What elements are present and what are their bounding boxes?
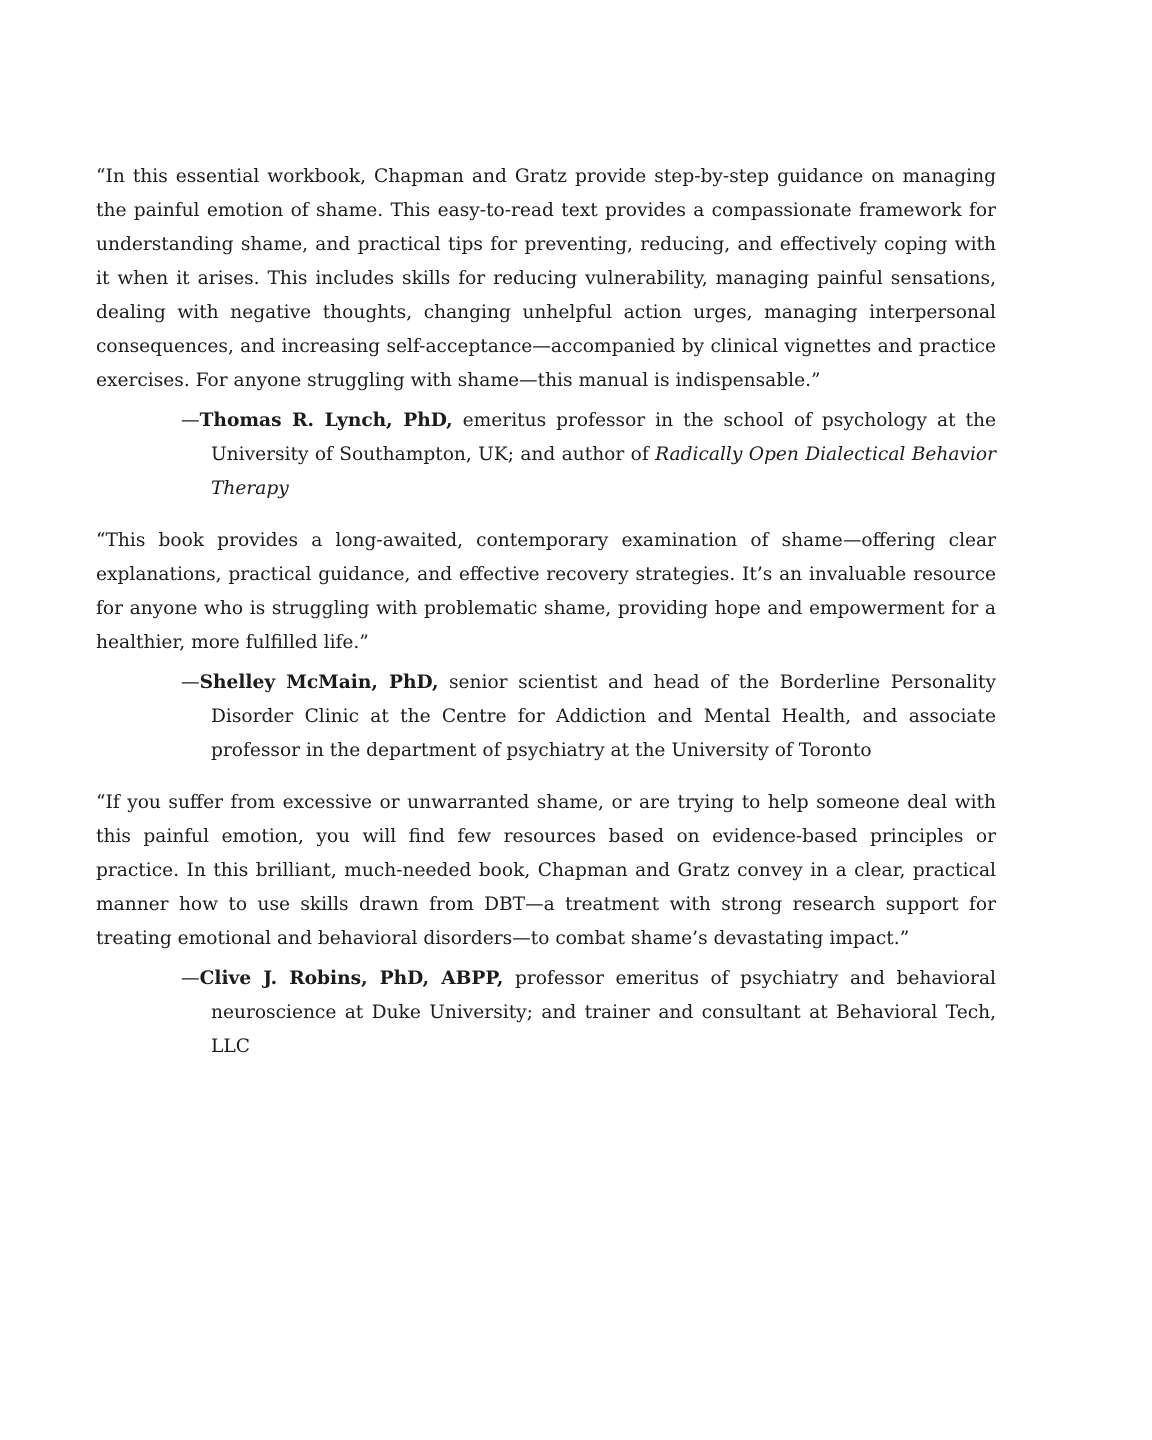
endorsement-quote: “If you suffer from excessive or unwarranted shame, or are trying to help someone deal with this painful emotion, you will find few resources based on evidence-based principles or practice. In this brilliant, much-needed book, Chapman and Gratz convey in a clear, practical manner how to use skills drawn from DBT—a treatment with strong research support for treating emotional and behavioral disorders—to combat shame’s devastating impact.” (96, 792, 996, 949)
endorser-affiliation: senior scientist and head of the Borderline Personality Disorder Clinic at the Centre for Addiction and Mental Health, and associate professor in the department of psychiatry at the University of Toronto (211, 672, 996, 761)
endorser-affiliation: professor emeritus of psychiatry and behavioral neuroscience at Duke University; and trainer and consultant at Behavioral Tech, LLC (211, 968, 996, 1057)
endorsement-attribution (181, 404, 996, 506)
em-dash: — (181, 968, 200, 989)
endorser-name: Clive J. Robins, PhD, ABPP, (199, 968, 504, 989)
endorsement-quote: “This book provides a long-awaited, contemporary examination of shame—offering clear explanations, practical guidance, and effective recovery strategies. It’s an invaluable resource for anyone who is struggling with problematic shame, providing hope and empowerment for a healthier, more fulfilled life.” (96, 530, 996, 653)
endorsement-robins (96, 786, 996, 1064)
endorser-name: Thomas R. Lynch, PhD, (199, 410, 453, 431)
endorsement-attribution (181, 962, 996, 1064)
em-dash: — (181, 672, 200, 693)
book-title: Radically Open Dialectical Behavior Therapy (211, 444, 996, 499)
endorsement-mcmain (96, 524, 996, 768)
endorsement-quote: “In this essential workbook, Chapman and Gratz provide step-by-step guidance on managing the painful emotion of shame. This easy-to-read text provides a compassionate framework for understanding shame, and practical tips for preventing, reducing, and effectively coping with it when it arises. This includes skills for reducing vulnerability, managing painful sensations, dealing with negative thoughts, changing unhelpful action urges, managing interpersonal consequences, and increasing self-acceptance—accompanied by clinical vignettes and practice exercises. For anyone struggling with shame—this manual is indispensable.” (96, 166, 996, 391)
endorser-affiliation: emeritus professor in the school of psychology at the University of Southampton, UK; and author of (211, 410, 996, 465)
endorsement-attribution (181, 666, 996, 768)
endorsement-lynch (96, 160, 996, 506)
endorsements-page (96, 160, 996, 1082)
em-dash: — (181, 410, 200, 431)
endorser-name: Shelley McMain, PhD, (199, 672, 439, 693)
